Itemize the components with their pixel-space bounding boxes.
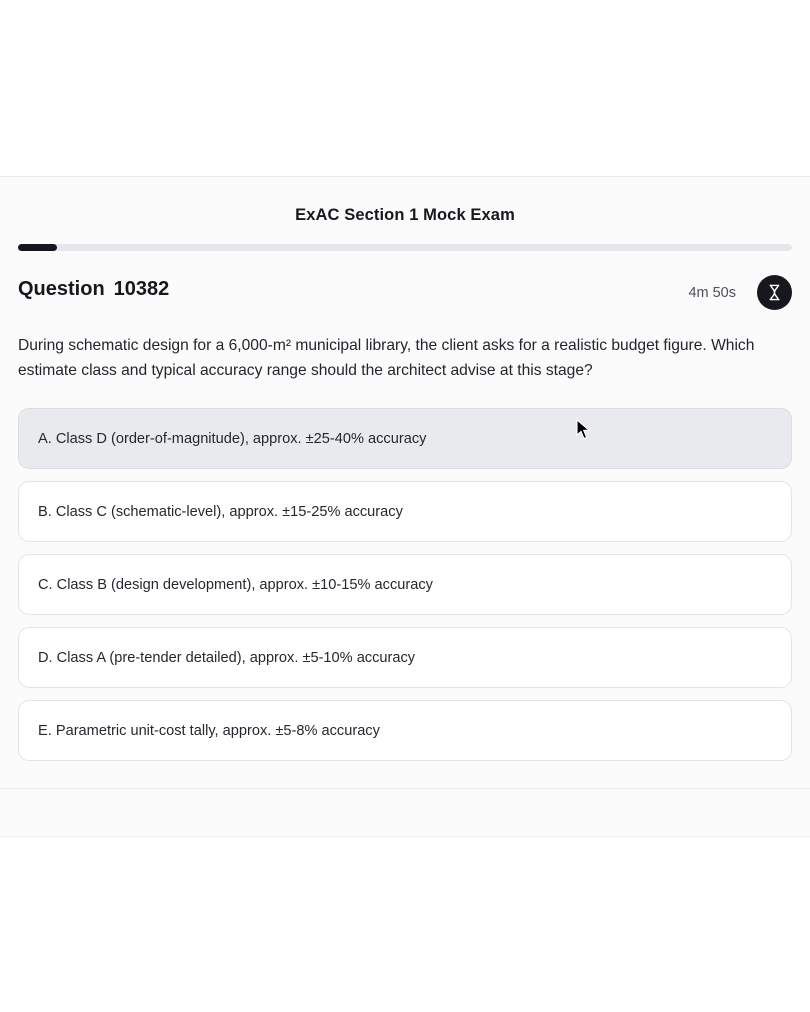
answer-option-label: A. Class D (order-of-magnitude), approx. ±25-40% accuracy	[38, 430, 427, 447]
answer-option-e[interactable]	[18, 700, 792, 761]
progress-bar	[18, 244, 792, 251]
hourglass-icon[interactable]	[757, 275, 792, 310]
answer-options	[18, 408, 792, 773]
answer-option-c[interactable]	[18, 554, 792, 615]
question-text: During schematic design for a 6,000-m² municipal library, the client asks for a realistic budget figure. Which estimate class and typical accuracy range should the architect advise at this stage?	[18, 337, 755, 379]
question-number: 10382	[113, 278, 170, 300]
question-header	[18, 275, 792, 313]
answer-option-b[interactable]	[18, 481, 792, 542]
answer-option-label: C. Class B (design development), approx. ±10-15% accuracy	[38, 576, 433, 593]
answer-option-a[interactable]	[18, 408, 792, 469]
answer-option-label: E. Parametric unit-cost tally, approx. ±5-8% accuracy	[38, 722, 380, 739]
answer-option-label: B. Class C (schematic-level), approx. ±15-25% accuracy	[38, 503, 403, 520]
answer-option-label: D. Class A (pre-tender detailed), approx. ±5-10% accuracy	[38, 649, 416, 666]
progress-bar-fill	[18, 244, 57, 251]
content-divider-band	[0, 789, 810, 837]
question-label	[18, 278, 169, 301]
time-remaining: 4m 50s	[688, 285, 736, 301]
answer-option-d[interactable]	[18, 627, 792, 688]
question-word: Question	[18, 278, 105, 300]
exam-title: ExAC Section 1 Mock Exam	[295, 206, 515, 224]
